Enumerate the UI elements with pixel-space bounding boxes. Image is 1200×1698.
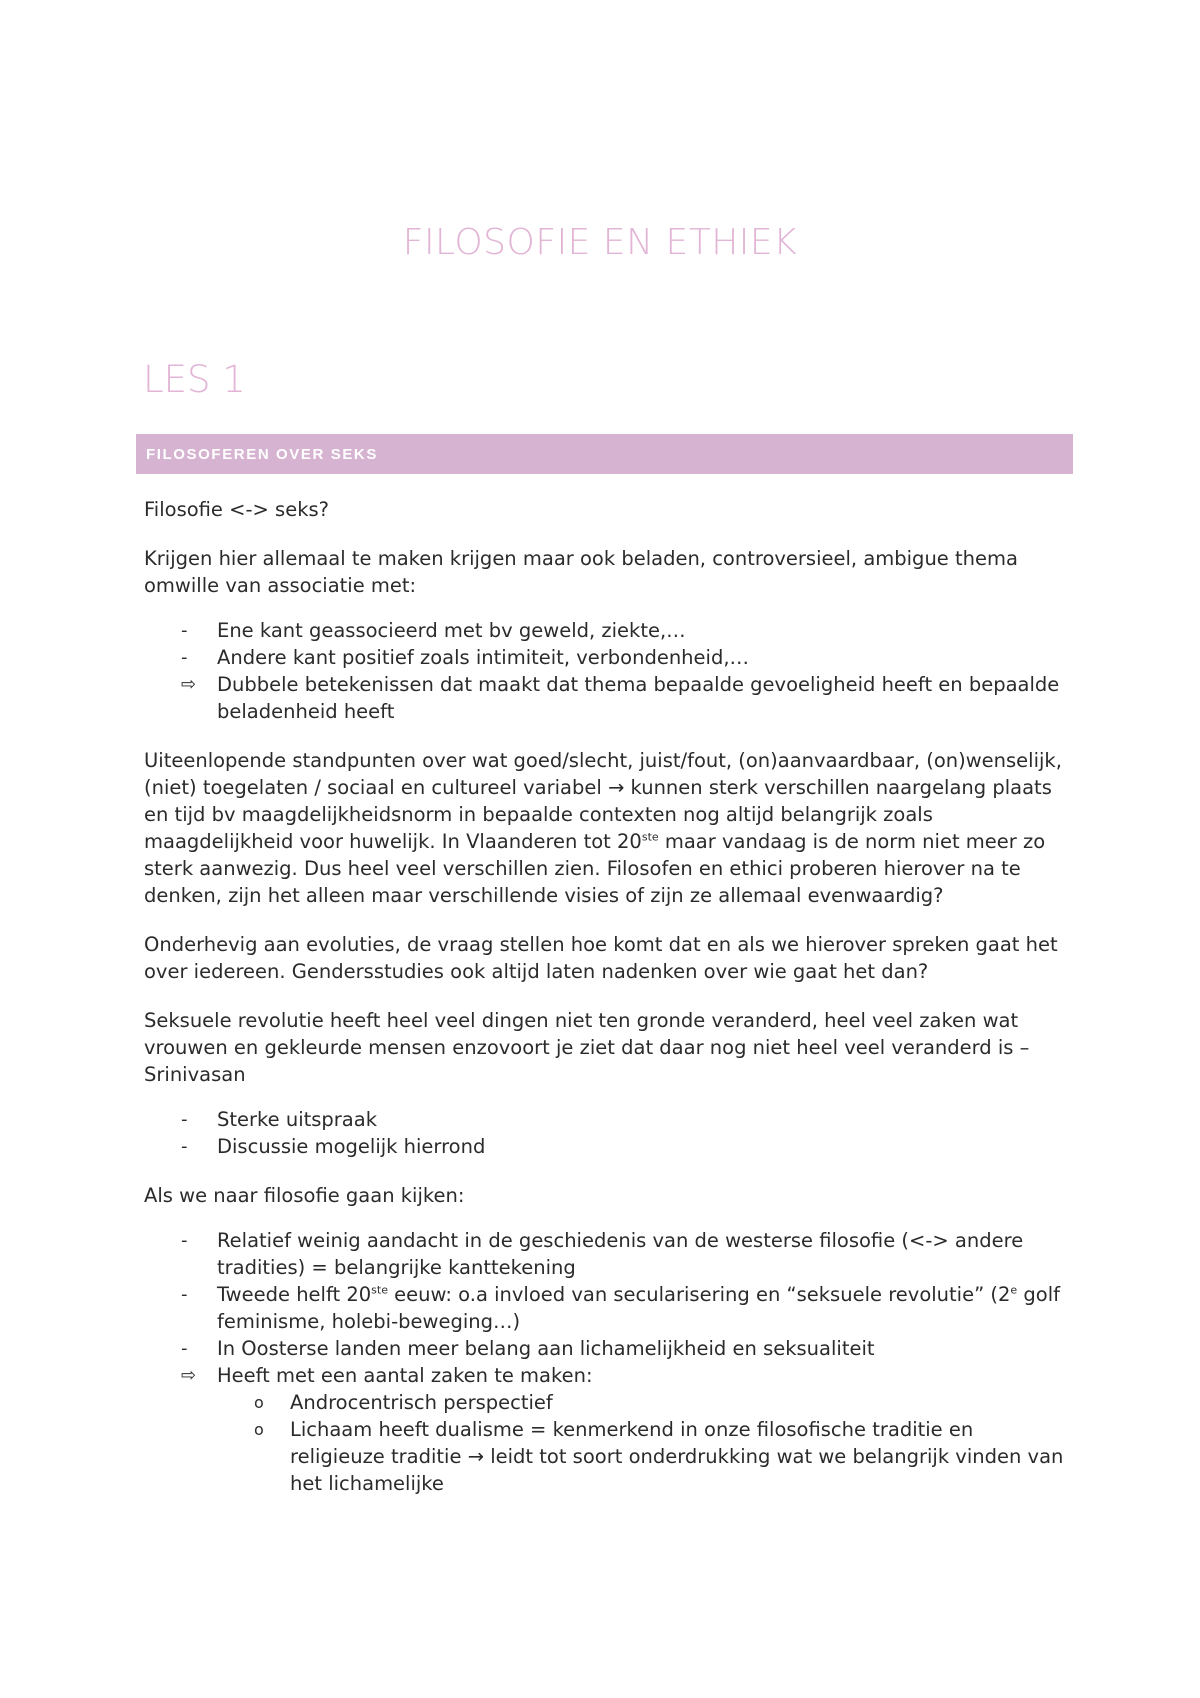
chapter-heading: LES 1 (143, 358, 246, 401)
sub-bullet-list (217, 1389, 1064, 1497)
list-item: - Discussie mogelijk hierrond (181, 1135, 486, 1158)
paragraph: Uiteenlopende standpunten over wat goed/slecht, juist/fout, (on)aanvaardbaar, (on)wenselijk, (niet) toegelaten / sociaal en cultureel variabel → kunnen sterk verschillen naargelang plaats en tijd bv maagdelijkheidsnorm in bepaalde contexten nog altijd belangrijk zoals maagdelijkheid voor huwelijk. In Vlaanderen tot 20ste maar vandaag is de norm niet meer zo sterk aanwezig. Dus heel veel verschillen zien. Filosofen en ethici proberen hierover na te denken, zijn het alleen maar verschillende visies of zijn ze allemaal evenwaardig? (144, 749, 1062, 907)
list-item: - Andere kant positief zoals intimiteit, verbondenheid,… (181, 646, 750, 669)
circle-marker: o (254, 1420, 264, 1439)
paragraph: Onderhevig aan evoluties, de vraag stellen hoe komt dat en als we hierover spreken gaat het over iedereen. Gendersstudies ook altijd laten nadenken over wie gaat het dan? (144, 933, 1058, 983)
dash-marker: - (181, 1284, 188, 1305)
circle-marker: o (254, 1393, 264, 1412)
paragraph: Filosofie <-> seks? (144, 498, 330, 521)
dash-marker: - (181, 1230, 188, 1251)
bullet-list (144, 617, 1064, 725)
document-body (144, 496, 1064, 1519)
bullet-list (144, 1227, 1064, 1497)
sub-list-item: o Androcentrisch perspectief (254, 1391, 553, 1414)
paragraph: Seksuele revolutie heeft heel veel dingen niet ten gronde veranderd, heel veel zaken wat vrouwen en gekleurde mensen enzovoort je ziet dat daar nog niet heel veel veranderd is – Srinivasan (144, 1009, 1030, 1086)
paragraph: Als we naar filosofie gaan kijken: (144, 1184, 465, 1207)
dash-marker: - (181, 647, 188, 668)
sub-list-item: o Lichaam heeft dualisme = kenmerkend in onze filosofische traditie en religieuze traditie → leidt tot soort onderdrukking wat we belangrijk vinden van het lichamelijke (254, 1418, 1064, 1495)
arrow-icon: ⇨ (181, 1365, 197, 1386)
list-item: - Ene kant geassocieerd met bv geweld, ziekte,… (181, 619, 686, 642)
list-item: - Relatief weinig aandacht in de geschiedenis van de westerse filosofie (<-> andere tradities) = belangrijke kanttekening (181, 1229, 1024, 1279)
dash-marker: - (181, 620, 188, 641)
section-heading: FILOSOFEREN OVER SEKS (146, 445, 378, 463)
dash-marker: - (181, 1338, 188, 1359)
paragraph: Krijgen hier allemaal te maken krijgen maar ook beladen, controversieel, ambigue thema omwille van associatie met: (144, 547, 1018, 597)
list-item: ⇨ Heeft met een aantal zaken te maken: o Androcentrisch perspectief o Lichaam heeft dualisme = kenmerkend in onze filosofische traditie en religieuze traditie → leidt tot soort onderdrukking wat we belangrijk vinden van het lichamelijke (181, 1364, 1064, 1495)
dash-marker: - (181, 1109, 188, 1130)
list-item: - Sterke uitspraak (181, 1108, 377, 1131)
list-item: - Tweede helft 20ste eeuw: o.a invloed van secularisering en “seksuele revolutie” (2e golf feminisme, holebi-beweging…) (181, 1283, 1060, 1333)
document-title: FILOSOFIE EN ETHIEK (402, 222, 798, 263)
list-item: - In Oosterse landen meer belang aan lichamelijkheid en seksualiteit (181, 1337, 875, 1360)
list-item: ⇨ Dubbele betekenissen dat maakt dat thema bepaalde gevoeligheid heeft en bepaalde beladenheid heeft (181, 673, 1060, 723)
dash-marker: - (181, 1136, 188, 1157)
arrow-icon: ⇨ (181, 674, 197, 695)
bullet-list (144, 1106, 1064, 1160)
section-heading-bar (136, 434, 1073, 474)
